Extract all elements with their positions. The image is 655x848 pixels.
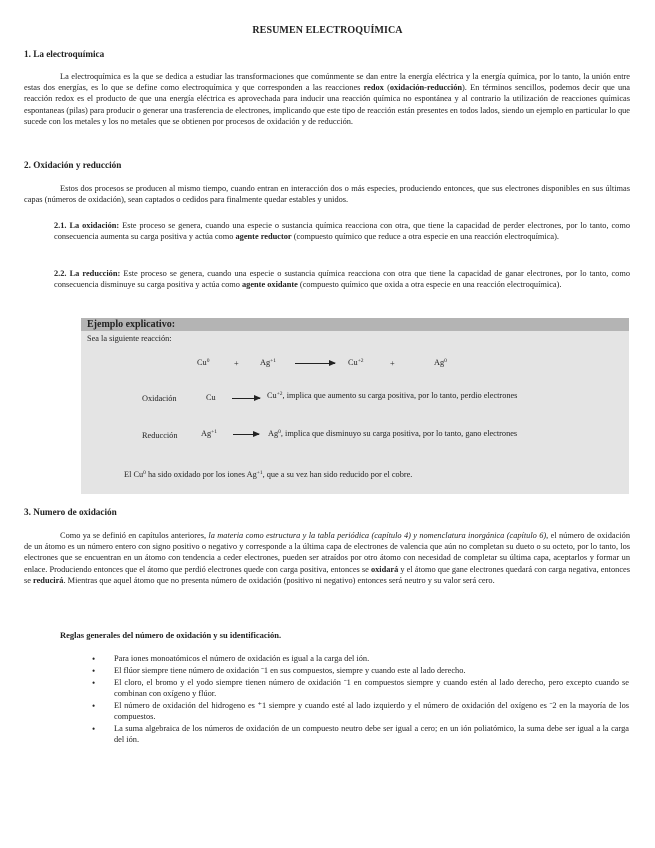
reduction-reactant: $Ag^{+1}$ (201, 429, 217, 438)
list-item: • El número de oxidación del hidrogeno es ⁺1 siempre y cuando esté al lado izquierdo y el número de oxidación del oxígeno es ˉ2 en la mayoría de los compuestos. (92, 701, 629, 722)
example-box-header (81, 318, 629, 331)
section-3-paragraph: Como ya se definió en capítulos anteriores, la materia como estructura y la tabla periódica (capítulo 4) y nomenclatura inorgánica (capítulo 6), el número de oxidación de un átomo es un número entero con signo positivo o negativo y corresponde a la última capa de electrones de valencia que aún no completan su dueto o su octeto, por lo tanto, los electrones que se encuentran en un átomo con tendencia a ceder electrones, pueden ser atraídos por otro átomo con necesidad de completar su última capa, aceptarlos y formar un enlace. Produciendo entonces que el átomo que perdió electrones quede con carga positiva, entonces se oxidará y el átomo que gane electrones quedará con carga negativa, entonces se reducirá. Mientras que aquel átomo que no presenta número de oxidación (positivo ni negativo) entonces será neutro y su valor será cero. (24, 531, 630, 585)
reduction-label: Reducción (142, 431, 178, 440)
list-item: • El flúor siempre tiene número de oxidación ˉ1 en sus compuestos, siempre y cuando este al lado derecho. (92, 666, 629, 677)
section-2-heading: 2. Oxidación y reducción (24, 160, 122, 170)
section-1-heading: 1. La electroquímica (24, 49, 105, 59)
oxidation-explanation: $Cu^{+2}$, implica que aumento su carga positiva, por lo tanto, perdio electrones (267, 391, 518, 400)
list-item: • Para iones monoatómicos el número de oxidación es igual a la carga del ión. (92, 654, 629, 665)
reduction-arrow (233, 434, 259, 435)
list-item: • El cloro, el bromo y el yodo siempre tienen número de oxidación ˉ1 en compuestos siempre y cuando estén al lado derecho, pero excepto cuando se combinan con oxígeno y flúor. (92, 678, 629, 699)
reactant-cu: Cu$^0$ (197, 358, 210, 367)
oxidation-reactant: Cu (206, 393, 216, 402)
rules-list (92, 654, 629, 747)
plus-sign: + (390, 359, 395, 368)
section-2-paragraph: Estos dos procesos se producen al mismo tiempo, cuando entran en interacción dos o más especies, produciendo entonces, que sus electrones disponibles en sus últimas capas (números de oxidación), sean captados o cedidos para finalmente quedar estables y unidos. (24, 184, 630, 205)
reactant-ag: $Ag^{+1}$ (260, 358, 276, 367)
reduction-paragraph: 2.2. La reducción: Este proceso se genera, cuando una especie o sustancia química reacciona con otra que tiene la capacidad de ganar electrones, por lo tanto, como consecuencia disminuye su carga positiva y actúa como agente oxidante (compuesto químico que oxida a otra especie en una reacción electroquímica). (54, 269, 631, 290)
list-item: • La suma algebraica de los números de oxidación de un compuesto neutro debe ser igual a cero; en un ión poliatómico, la suma debe ser igual a la carga del ión. (92, 724, 629, 745)
document-title: RESUMEN ELECTROQUÍMICA (252, 25, 403, 36)
product-cu: $Cu^{+2}$ (348, 358, 364, 367)
reaction-arrow (295, 363, 335, 364)
oxidation-paragraph: 2.1. La oxidación: Este proceso se genera, cuando una especie o sustancia química reacciona con otra, que tiene la capacidad de perder electrones, por lo tanto, como consecuencia aumenta su carga positiva y actúa como agente reductor (compuesto químico que reduce a otra especie en una reacción electroquímica). (54, 221, 630, 242)
example-box (81, 318, 629, 494)
example-intro: Sea la siguiente reacción: (87, 334, 172, 343)
rules-title: Reglas generales del número de oxidación y su identificación. (60, 630, 282, 640)
section-1-paragraph: La electroquímica es la que se dedica a estudiar las transformaciones que comúnmente se dan entre la energía eléctrica y la energía química, por lo tanto, la unión entre estas dos energías, es lo que se define como electroquímica y que corresponden a las reacciones redox (oxidación-reducción). En términos sencillos, podemos decir que una reacción redox es el producto de que una energía eléctrica es aprovechada para inducir una reacción química no espontánea y al contrario la utilización de reacciones químicas espontaneas (pilas) para producir o generar una trasferencia de electrones, implicando que este tipo de reacción están presentes en todos lados, siendo un ejemplo en particular lo que sucede con los metales y los no metales que se obtienen por procesos de oxidación y de reducción. (24, 72, 630, 126)
oxidation-label: Oxidación (142, 394, 177, 403)
reduction-explanation: Ag$^0$, implica que disminuyo su carga positiva, por lo tanto, gano electrones (268, 429, 518, 438)
example-conclusion: El Cu$^0$ ha sido oxidado por los iones $Ag^{+1}$, que a su vez han sido reducido por el cobre. (124, 470, 413, 479)
section-3-heading: 3. Numero de oxidación (24, 507, 117, 517)
product-ag: Ag$^0$ (434, 358, 447, 367)
plus-sign: + (234, 359, 239, 368)
oxidation-arrow (232, 398, 260, 399)
example-title: Ejemplo explicativo: (87, 319, 176, 330)
